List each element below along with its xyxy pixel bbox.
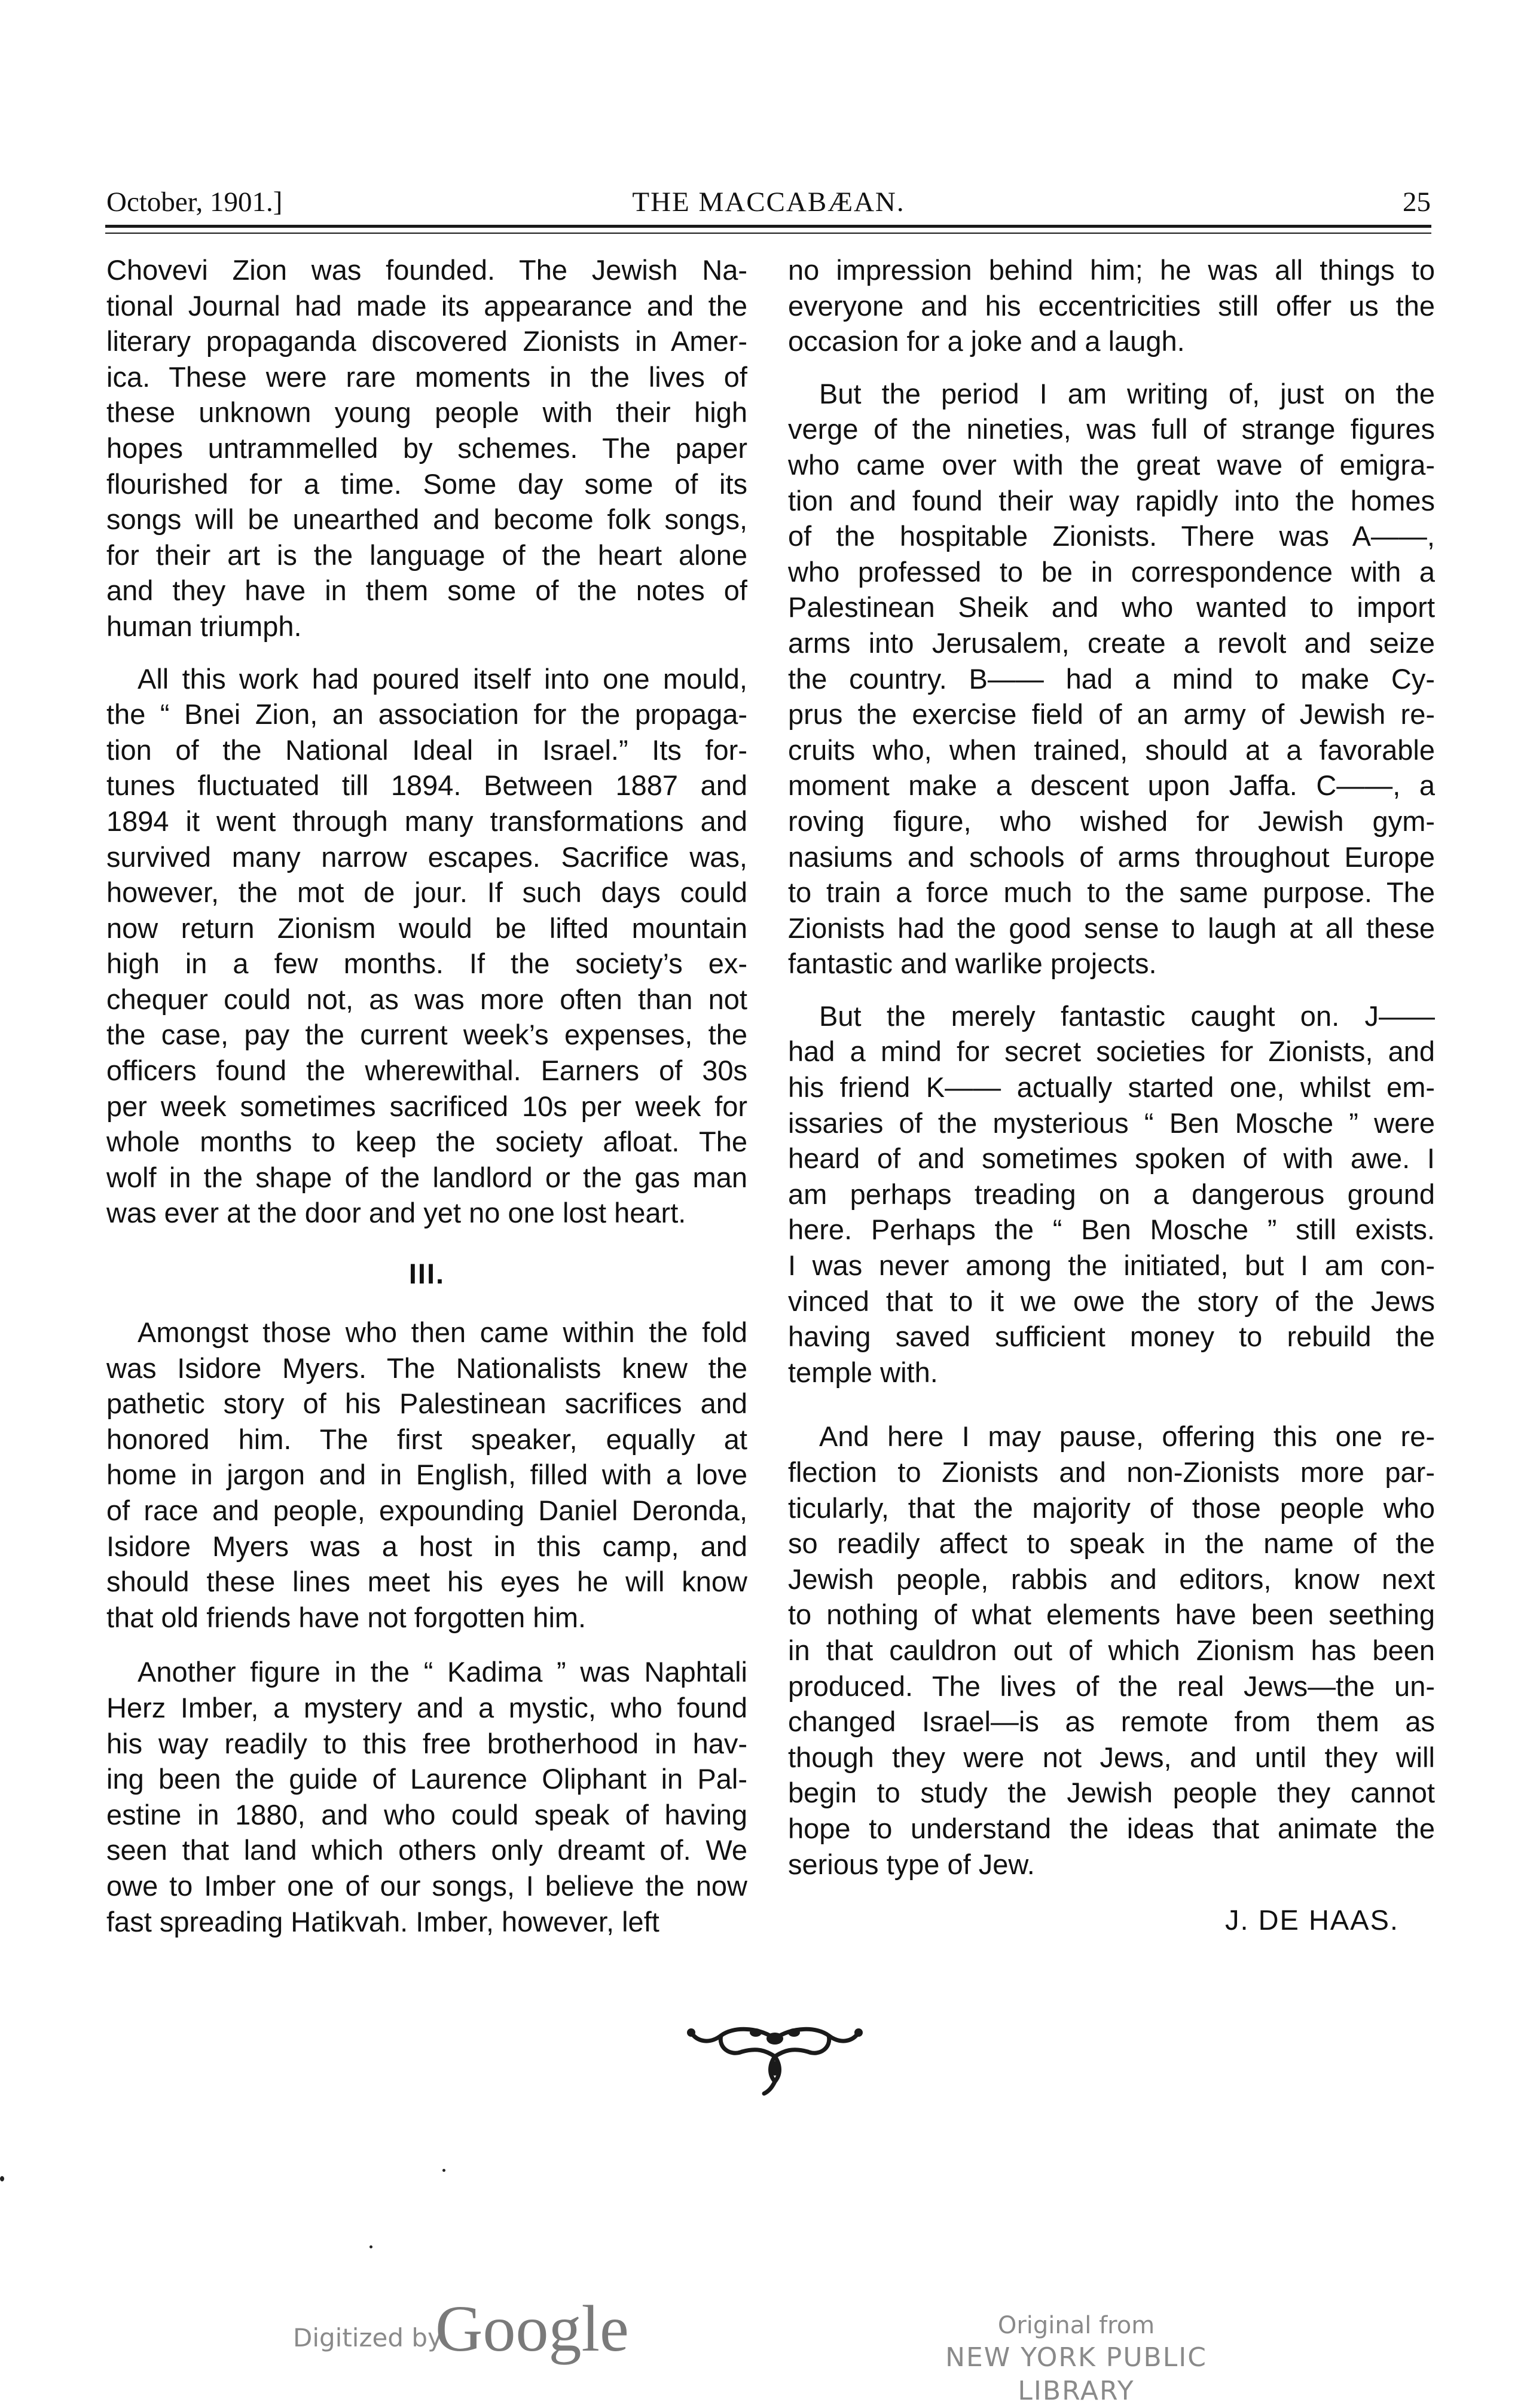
text-line: Amongst those who then came within the fold	[138, 1316, 747, 1349]
text-line: estine in 1880, and who could speak of having	[106, 1798, 747, 1831]
scan-speck	[369, 2245, 372, 2248]
decorative-scroll-ornament-icon	[685, 2015, 865, 2104]
text-line: to nothing of what elements have been seething	[788, 1599, 1435, 1631]
text-line: Palestinean Sheik and who wanted to import	[788, 591, 1435, 624]
text-line: tional Journal had made its appearance and the	[106, 289, 747, 322]
text-line: Zionists had the good sense to laugh at all these	[788, 912, 1435, 944]
text-line: having saved sufficient money to rebuild the	[788, 1321, 1435, 1353]
left-paragraph-4	[106, 1654, 747, 1939]
text-line: am perhaps treading on a dangerous ground	[788, 1178, 1435, 1210]
text-line: high in a few months. If the society’s ex-	[106, 948, 747, 980]
text-line: the “ Bnei Zion, an association for the propaga-	[106, 698, 747, 731]
header-rule-thin	[105, 233, 1431, 234]
text-line: in that cauldron out of which Zionism has been	[788, 1634, 1435, 1666]
text-line: human triumph.	[106, 610, 302, 642]
text-line: flourished for a time. Some day some of its	[106, 467, 747, 500]
text-line: however, the mot de jour. If such days could	[106, 876, 747, 909]
text-line: home in jargon and in English, filled with a love	[106, 1459, 747, 1491]
text-line: occasion for a joke and a laugh.	[788, 325, 1185, 357]
google-logo-icon: Google	[435, 2292, 629, 2365]
text-line: his way readily to this free brotherhood in hav-	[106, 1727, 747, 1759]
right-paragraph-1	[788, 252, 1435, 359]
text-line: wolf in the shape of the landlord or the gas man	[106, 1161, 747, 1193]
text-line: that old friends have not forgotten him.	[106, 1601, 587, 1633]
text-line: serious type of Jew.	[788, 1848, 1035, 1880]
text-line: tion of the National Ideal in Israel.” Its for-	[106, 734, 747, 766]
text-line: was Isidore Myers. The Nationalists knew the	[106, 1352, 747, 1384]
journal-title: THE MACCABÆAN.	[632, 187, 905, 218]
header-rule-thick	[105, 225, 1431, 228]
text-line: flection to Zionists and non-Zionists more par-	[788, 1456, 1435, 1488]
text-line: tunes fluctuated till 1894. Between 1887 and	[106, 769, 747, 802]
text-line: no impression behind him; he was all things to	[788, 254, 1435, 286]
text-line: Jewish people, rabbis and editors, know next	[788, 1563, 1435, 1595]
text-line: temple with.	[788, 1356, 938, 1388]
text-line: fast spreading Hatikvah. Imber, however, left	[106, 1905, 659, 1938]
text-line: But the merely fantastic caught on. J——	[819, 1000, 1435, 1032]
right-paragraph-3	[788, 998, 1435, 1391]
text-line: verge of the nineties, was full of strange figures	[788, 413, 1435, 445]
text-line: officers found the wherewithal. Earners of 30s	[106, 1055, 747, 1087]
text-line: cruits who, when trained, should at a favorable	[788, 734, 1435, 766]
text-line: ticularly, that the majority of those people who	[788, 1492, 1435, 1524]
text-line: moment make a descent upon Jaffa. C——, a	[788, 769, 1435, 802]
text-line: Herz Imber, a mystery and a mystic, who found	[106, 1691, 747, 1724]
issue-date: October, 1901.]	[106, 187, 283, 218]
author-signature: J. DE HAAS.	[1224, 1904, 1399, 1936]
text-line: should these lines meet his eyes he will know	[106, 1566, 747, 1598]
text-line: fantastic and warlike projects.	[788, 948, 1157, 980]
text-line: of race and people, expounding Daniel Deronda,	[106, 1495, 747, 1526]
scan-speck	[0, 2176, 4, 2181]
original-from-watermark	[891, 2310, 1262, 2408]
text-line: hopes untrammelled by schemes. The paper	[106, 432, 747, 464]
text-line: now return Zionism would be lifted mountain	[106, 912, 747, 944]
text-line: ica. These were rare moments in the lives of	[106, 360, 747, 393]
text-line: I was never among the initiated, but I am con-	[788, 1249, 1435, 1282]
text-line: literary propaganda discovered Zionists in Amer-	[106, 325, 747, 357]
text-line: the case, pay the current week’s expenses, the	[106, 1019, 747, 1051]
text-line: arms into Jerusalem, create a revolt and seize	[788, 627, 1435, 659]
text-line: honored him. The first speaker, equally at	[106, 1423, 747, 1455]
text-line: of the hospitable Zionists. There was A——,	[788, 520, 1435, 552]
text-line: here. Perhaps the “ Ben Mosche ” still exists.	[788, 1214, 1435, 1246]
text-line: so readily affect to speak in the name of the	[788, 1527, 1435, 1560]
scan-speck	[442, 2169, 445, 2172]
text-line: the country. B—— had a mind to make Cy-	[788, 662, 1435, 695]
text-line: nasiums and schools of arms throughout Europe	[788, 841, 1435, 873]
text-line: who came over with the great wave of emigra-	[788, 448, 1435, 481]
library-name: NEW YORK PUBLIC LIBRARY	[945, 2342, 1207, 2406]
text-line: Another figure in the “ Kadima ” was Naphtali	[138, 1656, 747, 1688]
page-number: 25	[1403, 187, 1431, 218]
text-line: All this work had poured itself into one mould,	[138, 662, 747, 695]
text-line: had a mind for secret societies for Zionists, and	[788, 1035, 1435, 1068]
left-paragraph-2	[106, 661, 747, 1231]
text-line: his friend K—— actually started one, whilst em-	[788, 1071, 1435, 1104]
text-line: seen that land which others only dreamt of. We	[106, 1834, 747, 1866]
text-line: prus the exercise field of an army of Jewish re-	[788, 698, 1435, 731]
text-line: though they were not Jews, and until they will	[788, 1741, 1435, 1773]
text-line: who professed to be in correspondence with a	[788, 555, 1435, 588]
text-line: Chovevi Zion was founded. The Jewish Na-	[106, 254, 747, 286]
text-line: hope to understand the ideas that animate the	[788, 1812, 1435, 1844]
left-paragraph-1	[106, 252, 747, 644]
text-line: and they have in them some of the notes of	[106, 575, 747, 607]
text-line: songs will be unearthed and become folk songs,	[106, 503, 747, 536]
text-line: per week sometimes sacrificed 10s per week for	[106, 1090, 747, 1122]
text-line: everyone and his eccentricities still offer us the	[788, 289, 1435, 322]
left-column	[106, 252, 747, 1939]
digitized-by-text: Digitized by	[293, 2323, 442, 2352]
text-line: ing been the guide of Laurence Oliphant in Pal-	[106, 1763, 747, 1795]
text-line: changed Israel—is as remote from them as	[788, 1706, 1435, 1738]
text-line: owe to Imber one of our songs, I believe the now	[106, 1869, 747, 1902]
right-paragraph-4	[788, 1419, 1435, 1882]
text-line: roving figure, who wished for Jewish gym-	[788, 805, 1435, 837]
left-paragraph-3	[106, 1315, 747, 1635]
text-line: chequer could not, as was more often than not	[106, 983, 747, 1015]
text-line: these unknown young people with their high	[106, 396, 747, 429]
section-heading: III.	[408, 1258, 445, 1290]
right-paragraph-2	[788, 376, 1435, 982]
text-line: 1894 it went through many transformations and	[106, 805, 747, 837]
running-header	[106, 183, 1431, 221]
text-line: vinced that to it we owe the story of the Jews	[788, 1285, 1435, 1317]
text-line: Isidore Myers was a host in this camp, and	[106, 1530, 747, 1562]
text-line: But the period I am writing of, just on the	[819, 377, 1435, 410]
text-line: was ever at the door and yet no one lost heart.	[106, 1197, 686, 1229]
text-line: heard of and sometimes spoken of with awe. I	[788, 1142, 1435, 1175]
text-line: tion and found their way rapidly into the homes	[788, 484, 1435, 517]
text-line: issaries of the mysterious “ Ben Mosche ” were	[788, 1107, 1435, 1139]
text-line: for their art is the language of the heart alone	[106, 539, 747, 571]
text-line: whole months to keep the society afloat. The	[106, 1126, 747, 1158]
text-line: And here I may pause, offering this one re-	[819, 1420, 1435, 1453]
text-line: pathetic story of his Palestinean sacrifices and	[106, 1388, 747, 1420]
text-line: begin to study the Jewish people they cannot	[788, 1777, 1435, 1809]
text-line: produced. The lives of the real Jews—the un-	[788, 1670, 1435, 1702]
text-line: survived many narrow escapes. Sacrifice was,	[106, 841, 747, 873]
text-line: to train a force much to the same purpose. The	[788, 876, 1435, 909]
original-from-text: Original from	[997, 2312, 1155, 2339]
right-column	[788, 252, 1435, 1942]
